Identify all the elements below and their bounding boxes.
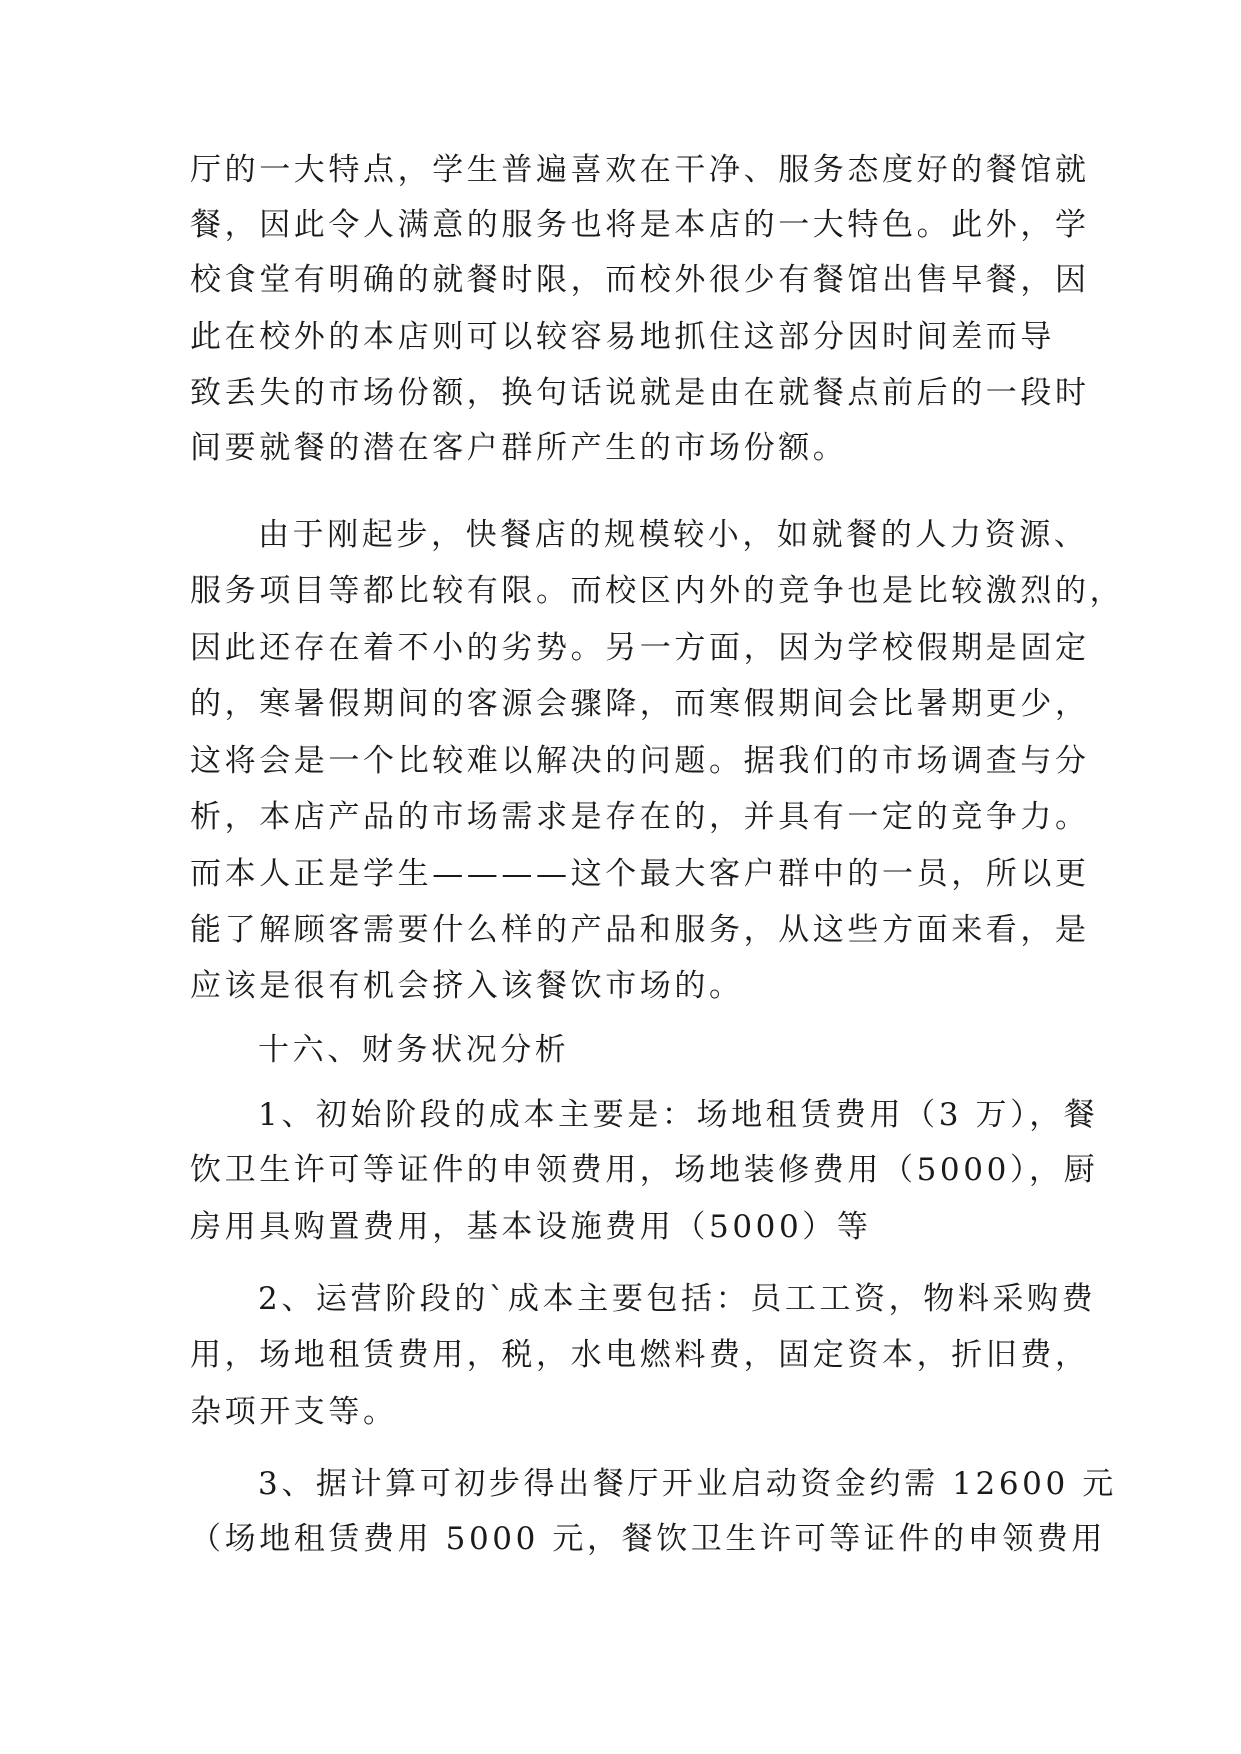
paragraph-line: 房用具购置费用，基本设施费用（5000）等: [190, 1209, 872, 1245]
paragraph-line-indented: 1、初始阶段的成本主要是：场地租赁费用（3 万），餐: [258, 1097, 1099, 1133]
paragraph-line: 厅的一大特点，学生普遍喜欢在干净、服务态度好的餐馆就: [190, 152, 1090, 188]
paragraph-line: 这将会是一个比较难以解决的问题。据我们的市场调查与分: [190, 743, 1090, 779]
paragraph-line: 能了解顾客需要什么样的产品和服务，从这些方面来看，是: [190, 912, 1090, 948]
paragraph-line: （场地租赁费用 5000 元，餐饮卫生许可等证件的申领费用: [190, 1521, 1106, 1557]
paragraph-line: 的，寒暑假期间的客源会骤降，而寒假期间会比暑期更少，: [190, 686, 1090, 722]
paragraph-line: 致丢失的市场份额，换句话说就是由在就餐点前后的一段时: [190, 375, 1090, 411]
paragraph-line: 服务项目等都比较有限。而校区内外的竞争也是比较激烈的，: [190, 573, 1125, 609]
paragraph-line: 间要就餐的潜在客户群所产生的市场份额。: [190, 430, 848, 466]
paragraph-line: 用，场地租赁费用，税，水电燃料费，固定资本，折旧费，: [190, 1337, 1090, 1373]
paragraph-line-indented: 2、运营阶段的`成本主要包括：员工工资，物料采购费: [258, 1281, 1097, 1317]
paragraph-line-indented: 3、据计算可初步得出餐厅开业启动资金约需 12600 元: [258, 1466, 1117, 1502]
paragraph-line: 校食堂有明确的就餐时限，而校外很少有餐馆出售早餐，因: [190, 262, 1090, 298]
paragraph-line: 杂项开支等。: [190, 1394, 398, 1430]
paragraph-line: 此在校外的本店则可以较容易地抓住这部分因时间差而导: [190, 319, 1055, 355]
section-heading: 十六、财务状况分析: [258, 1032, 570, 1068]
paragraph-line: 餐，因此令人满意的服务也将是本店的一大特色。此外，学: [190, 207, 1090, 243]
paragraph-line: 饮卫生许可等证件的申领费用，场地装修费用（5000），厨: [190, 1152, 1099, 1188]
paragraph-line: 析，本店产品的市场需求是存在的，并具有一定的竞争力。: [190, 799, 1090, 835]
paragraph-line-indented: 由于刚起步，快餐店的规模较小，如就餐的人力资源、: [258, 517, 1089, 553]
paragraph-line: 应该是很有机会挤入该餐饮市场的。: [190, 968, 744, 1004]
paragraph-line: 而本人正是学生————这个最大客户群中的一员，所以更: [190, 856, 1090, 892]
paragraph-line: 因此还存在着不小的劣势。另一方面，因为学校假期是固定: [190, 630, 1090, 666]
